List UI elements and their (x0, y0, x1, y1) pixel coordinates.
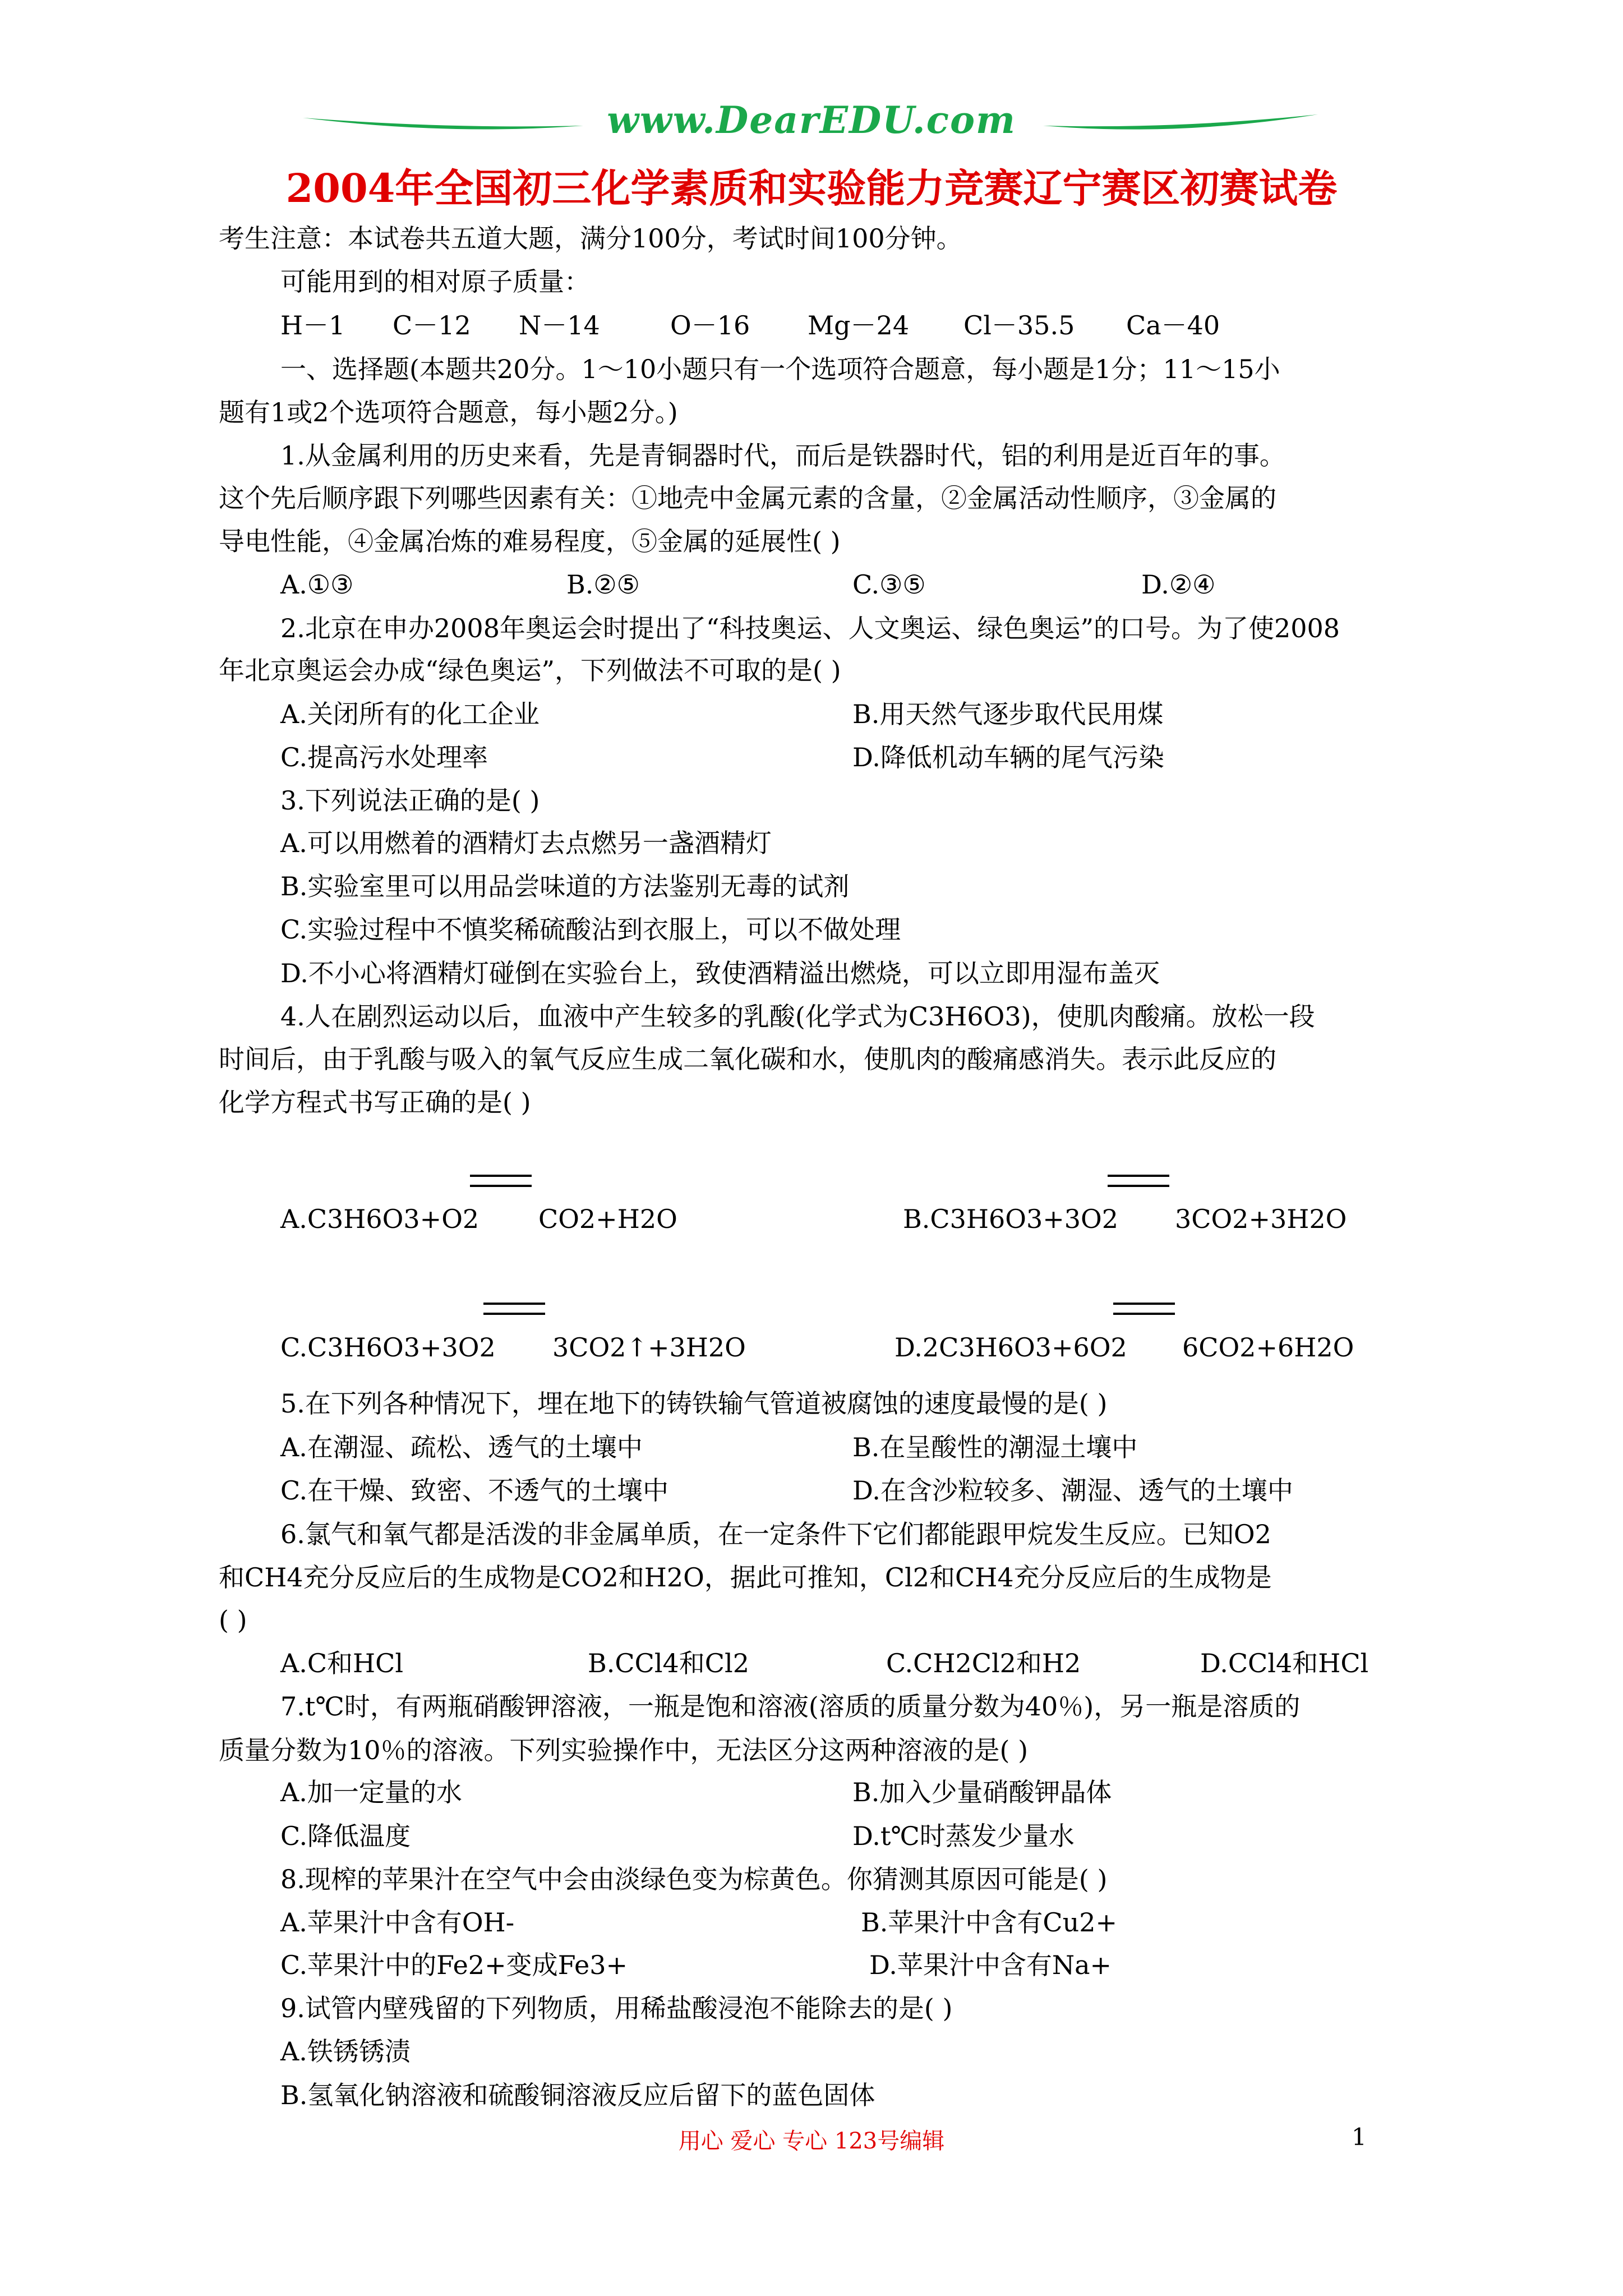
question-7-option-a: A.加一定量的水 (280, 1777, 462, 1807)
question-1-option-d: D.②④ (1141, 569, 1216, 600)
question-7-option-c: C.降低温度 (280, 1821, 411, 1851)
question-4-option-a-products: CO2+H2O (538, 1204, 677, 1234)
equation-equals-sign (470, 1175, 532, 1187)
question-6-option-c: C.CH2Cl2和H2 (886, 1648, 1081, 1678)
question-3-text: 3.下列说法正确的是( ) (280, 785, 540, 816)
question-1-text-cont: 导电性能，④金属冶炼的难易程度，⑤金属的延展性( ) (219, 526, 841, 556)
question-2-option-d: D.降低机动车辆的尾气污染 (852, 742, 1164, 772)
question-7-option-d: D.t℃时蒸发少量水 (852, 1821, 1075, 1851)
question-1-option-a: A.①③ (280, 569, 354, 600)
question-5-option-a: A.在潮湿、疏松、透气的土壤中 (280, 1432, 643, 1462)
question-5-option-d: D.在含沙粒较多、潮湿、透气的土壤中 (852, 1475, 1293, 1506)
question-8-option-a: A.苹果汁中含有OH- (280, 1907, 515, 1938)
question-1-option-b: B.②⑤ (566, 569, 640, 600)
question-2-text-cont: 年北京奥运会办成“绿色奥运”，下列做法不可取的是( ) (219, 655, 841, 685)
question-4-option-b-reactants: B.C3H6O3+3O2 (903, 1204, 1119, 1234)
atomic-mass-ca: Ca－40 (1126, 310, 1220, 341)
section-1-heading: 一、选择题(本题共20分。1～10小题只有一个选项符合题意，每小题是1分；11～15小 (280, 354, 1280, 384)
question-4-option-d-reactants: D.2C3H6O3+6O2 (895, 1332, 1127, 1363)
question-2-option-b: B.用天然气逐步取代民用煤 (852, 699, 1164, 729)
question-8-option-b: B.苹果汁中含有Cu2+ (861, 1907, 1118, 1938)
question-5-option-c: C.在干燥、致密、不透气的土壤中 (280, 1475, 669, 1506)
question-3-option-a: A.可以用燃着的酒精灯去点燃另一盏酒精灯 (280, 828, 772, 858)
question-7-option-b: B.加入少量硝酸钾晶体 (852, 1777, 1112, 1807)
question-6-option-a: A.C和HCl (280, 1648, 404, 1678)
atomic-mass-n: N－14 (519, 310, 600, 341)
question-2-text: 2.北京在申办2008年奥运会时提出了“科技奥运、人文奥运、绿色奥运”的口号。为了使2008 (280, 613, 1340, 643)
question-4-option-b-products: 3CO2+3H2O (1175, 1204, 1347, 1234)
question-6-option-d: D.CCl4和HCl (1200, 1648, 1369, 1678)
question-9-option-b: B.氢氧化钠溶液和硫酸铜溶液反应后留下的蓝色固体 (280, 2080, 875, 2110)
atomic-mass-label: 可能用到的相对原子质量： (280, 266, 590, 297)
page-number: 1 (1352, 2123, 1367, 2151)
exam-notice: 考生注意：本试卷共五道大题，满分100分，考试时间100分钟。 (219, 223, 962, 254)
question-2-option-c: C.提高污水处理率 (280, 742, 488, 772)
atomic-mass-mg: Mg－24 (808, 310, 910, 341)
question-4-text-cont: 化学方程式书写正确的是( ) (219, 1087, 531, 1117)
question-2-option-a: A.关闭所有的化工企业 (280, 699, 540, 729)
equation-equals-sign (483, 1303, 545, 1315)
atomic-mass-cl: Cl－35.5 (963, 310, 1075, 341)
question-7-text-cont: 质量分数为10％的溶液。下列实验操作中，无法区分这两种溶液的是( ) (219, 1735, 1029, 1765)
question-6-text: 6.氯气和氧气都是活泼的非金属单质，在一定条件下它们都能跟甲烷发生反应。已知O2 (280, 1519, 1271, 1549)
question-8-option-c: C.苹果汁中的Fe2+变成Fe3+ (280, 1950, 628, 1980)
question-7-text: 7.t℃时，有两瓶硝酸钾溶液，一瓶是饱和溶液(溶质的质量分数为40％)，另一瓶是溶质的 (280, 1691, 1301, 1722)
question-4-option-a-reactants: A.C3H6O3+O2 (280, 1204, 479, 1234)
question-5-text: 5.在下列各种情况下，埋在地下的铸铁输气管道被腐蚀的速度最慢的是( ) (280, 1388, 1108, 1419)
question-3-option-b: B.实验室里可以用品尝味道的方法鉴别无毒的试剂 (280, 871, 850, 901)
atomic-mass-h: H－1 (280, 310, 345, 341)
question-4-text-cont: 时间后，由于乳酸与吸入的氧气反应生成二氧化碳和水，使肌肉的酸痛感消失。表示此反应的 (219, 1044, 1276, 1074)
equation-equals-sign (1113, 1303, 1175, 1315)
atomic-mass-o: O－16 (670, 310, 750, 341)
question-3-option-d: D.不小心将酒精灯碰倒在实验台上，致使酒精溢出燃烧，可以立即用湿布盖灭 (280, 958, 1160, 988)
question-1-text-cont: 这个先后顺序跟下列哪些因素有关：①地壳中金属元素的含量，②金属活动性顺序，③金属的 (219, 483, 1276, 513)
question-3-option-c: C.实验过程中不慎奖稀硫酸沾到衣服上，可以不做处理 (280, 914, 901, 945)
question-9-option-a: A.铁锈锈渍 (280, 2036, 411, 2067)
question-6-text-cont: 和CH4充分反应后的生成物是CO2和H2O，据此可推知，Cl2和CH4充分反应后的生成物是 (219, 1562, 1272, 1593)
question-1-option-c: C.③⑤ (852, 569, 926, 600)
question-8-text: 8.现榨的苹果汁在空气中会由淡绿色变为棕黄色。你猜测其原因可能是( ) (280, 1864, 1108, 1894)
exam-title: 2004年全国初三化学素质和实验能力竞赛辽宁赛区初赛试卷 (285, 165, 1338, 211)
question-4-text: 4.人在剧烈运动以后，血液中产生较多的乳酸(化学式为C3H6O3)，使肌肉酸痛。放松一段 (280, 1001, 1315, 1032)
atomic-mass-c: C－12 (393, 310, 471, 341)
question-1-text: 1.从金属利用的历史来看，先是青铜器时代，而后是铁器时代，铝的利用是近百年的事。 (280, 440, 1285, 471)
question-5-option-b: B.在呈酸性的潮湿土壤中 (852, 1432, 1138, 1462)
footer-editor-note: 用心 爱心 专心 123号编辑 (678, 2128, 945, 2154)
question-9-text: 9.试管内壁残留的下列物质，用稀盐酸浸泡不能除去的是( ) (280, 1993, 953, 2023)
question-6-option-b: B.CCl4和Cl2 (588, 1648, 749, 1678)
question-8-option-d: D.苹果汁中含有Na+ (869, 1950, 1112, 1980)
question-6-text-cont: ( ) (219, 1605, 247, 1635)
question-4-option-c-reactants: C.C3H6O3+3O2 (280, 1332, 496, 1363)
question-4-option-d-products: 6CO2+6H2O (1182, 1332, 1354, 1363)
site-logo-text[interactable]: www.DearEDU.com (607, 98, 1016, 142)
question-4-option-c-products: 3CO2↑+3H2O (552, 1332, 746, 1363)
section-1-heading-cont: 题有1或2个选项符合题意，每小题2分。) (219, 397, 678, 427)
equation-equals-sign (1108, 1175, 1169, 1187)
